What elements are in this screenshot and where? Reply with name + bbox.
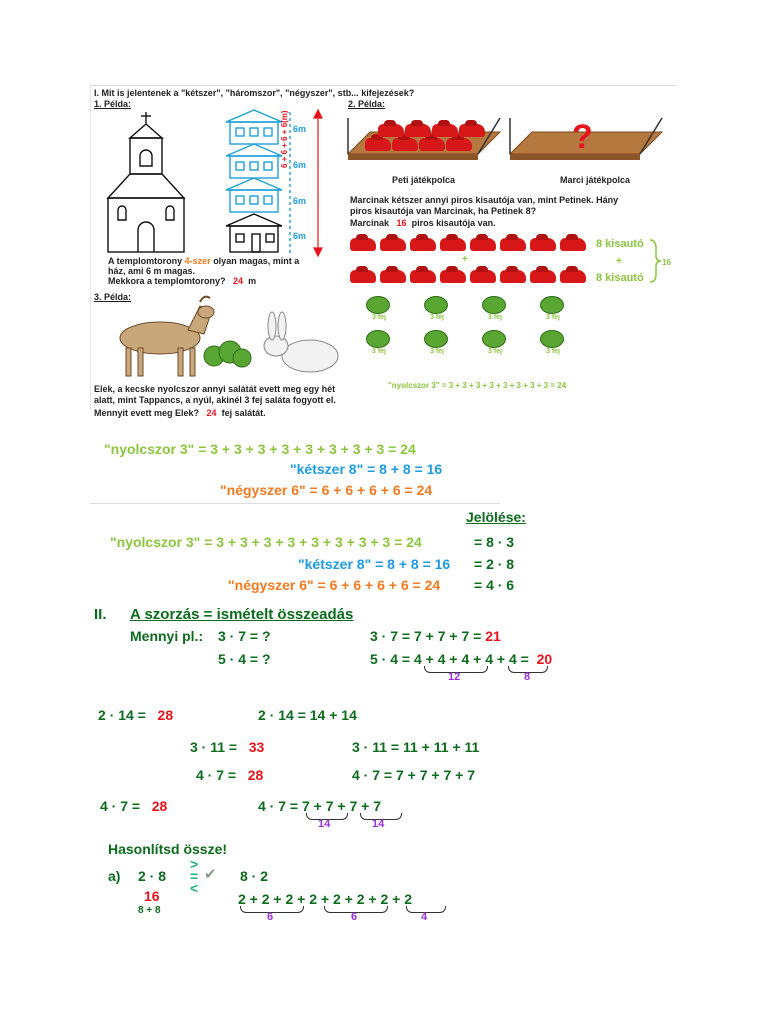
practice-3-left: 4 · 7 = 28 <box>196 767 264 783</box>
check-icon: ✔ <box>204 866 217 883</box>
compare-left-expr: 2 · 8 <box>138 868 167 884</box>
notation-eq-1: = 8 · 3 <box>474 534 515 550</box>
notation-eight-times-3: "nyolcszor 3" = 3 + 3 + 3 + 3 + 3 + 3 + 3 + 3 = 24 <box>110 534 422 550</box>
cars-label-1: 8 kisautó <box>596 238 644 250</box>
car-plus-left: + <box>462 254 468 265</box>
answer-1: 3 · 7 = 7 + 7 + 7 = 21 <box>370 628 501 644</box>
section1-header: I. Mit is jelentenek a "kétszer", "háromszor", "négyszer", stb... kifejezések? <box>94 88 415 98</box>
shelf-label-marci: Marci játékpolca <box>560 175 631 185</box>
practice-2-right: 3 · 11 = 11 + 11 + 11 <box>352 739 480 755</box>
subtotal-8: 8 <box>524 671 531 683</box>
notation-title: Jelölése: <box>466 509 526 525</box>
compare-left-sum: 8 + 8 <box>138 905 161 916</box>
practice-3-right: 4 · 7 = 7 + 7 + 7 + 7 <box>352 767 475 783</box>
fej-label-3: 3 fej <box>488 314 503 321</box>
divider <box>90 503 500 504</box>
subtotal-4: 4 <box>421 911 428 923</box>
example3-text-line2: alatt, mint Tappancs, a nyúl, akinél 3 fej saláta fogyott el. <box>94 395 336 405</box>
fej-label-1: 3 fej <box>372 314 387 321</box>
notation-twice-8: "kétszer 8" = 8 + 8 = 16 <box>298 556 451 572</box>
sum-eight-times-3: "nyolcszor 3" = 3 + 3 + 3 + 3 + 3 + 3 + 3 + 3 = 24 <box>104 441 416 457</box>
subtotal-12: 12 <box>448 671 461 683</box>
cars-label-2: 8 kisautó <box>596 272 644 284</box>
fej-label-2: 3 fej <box>430 314 445 321</box>
example1-label: 1. Példa: <box>94 99 132 109</box>
example2-text-line3: Marcinak 16 piros kisautója van. <box>350 218 496 228</box>
shelf-label-peti: Peti játékpolca <box>392 175 456 185</box>
example2-text-line1: Marcinak kétszer annyi piros kisautója van, mint Petinek. Hány <box>350 195 619 205</box>
fej-label-4: 3 fej <box>546 314 561 321</box>
question-1: 3 · 7 = ? <box>218 628 271 644</box>
practice-4-right: 4 · 7 = 7 + 7 + 7 + 7 <box>258 798 382 814</box>
greater-than-sign[interactable]: > <box>190 856 199 872</box>
example1-text-line3: Mekkora a templomtorony? 24 m <box>108 276 257 286</box>
subtotal-6a: 6 <box>267 911 274 923</box>
compare-left-value: 16 <box>144 888 160 904</box>
notation-eq-3: = 4 · 6 <box>474 577 515 593</box>
compare-a-label: a) <box>108 868 121 884</box>
cars-label-plus: + <box>616 256 622 267</box>
goat-rabbit-illustration <box>100 292 345 382</box>
compare-right-expr: 8 · 2 <box>240 868 269 884</box>
question-2: 5 · 4 = ? <box>218 651 271 667</box>
subtotal-6b: 6 <box>351 911 358 923</box>
practice-2-left: 3 · 11 = 33 <box>190 739 265 755</box>
fej-label-7: 3 fej <box>488 348 503 355</box>
sum-four-times-6: "négyszer 6" = 6 + 6 + 6 + 6 = 24 <box>220 482 433 498</box>
section2-number: II. <box>94 606 107 623</box>
floor-label-3: 6m <box>293 196 307 206</box>
compare-right-sum: 2 + 2 + 2 + 2 + 2 + 2 + 2 + 2 <box>238 891 413 907</box>
example1-text-line2: ház, ami 6 m magas. <box>108 266 196 276</box>
equals-sign[interactable]: = <box>190 868 199 884</box>
fej-label-6: 3 fej <box>430 348 445 355</box>
question-label: Mennyi pl.: <box>130 628 204 644</box>
less-than-sign[interactable]: < <box>190 880 199 896</box>
practice-4-left: 4 · 7 = 28 <box>100 798 168 814</box>
answer-2: 5 · 4 = 4 + 4 + 4 + 4 + 4 = 20 <box>370 651 553 667</box>
example2-label: 2. Példa: <box>348 99 386 109</box>
example3-label: 3. Példa: <box>94 292 132 302</box>
height-sum-label: 6 + 6 + 6 + 6(m) <box>280 110 289 168</box>
practice-1-right: 2 · 14 = 14 + 14 <box>258 707 357 723</box>
section2-title: A szorzás = ismételt összeadás <box>130 606 354 623</box>
floor-label-1: 6m <box>293 124 307 134</box>
practice-1-left: 2 · 14 = 28 <box>98 707 174 723</box>
cars-total: 16 <box>662 258 671 267</box>
sum-twice-8: "kétszer 8" = 8 + 8 = 16 <box>290 461 443 477</box>
example1-text-line1: A templomtorony 4-szer olyan magas, mint a <box>108 256 300 266</box>
example3-sum: "nyolcszor 3" = 3 + 3 + 3 + 3 + 3 + 3 + 3 + 3 = 24 <box>388 381 567 390</box>
church-and-houses-illustration <box>100 108 345 258</box>
question-mark: ? <box>572 118 593 156</box>
floor-label-2: 6m <box>293 160 307 170</box>
compare-title: Hasonlítsd össze! <box>108 841 228 857</box>
example2-text-line2: piros kisautója van Marcinak, ha Petinek 8? <box>350 206 537 216</box>
fej-label-8: 3 fej <box>546 348 561 355</box>
notation-four-times-6: "négyszer 6" = 6 + 6 + 6 + 6 = 24 <box>228 577 441 593</box>
floor-label-4: 6m <box>293 231 307 241</box>
fej-label-5: 3 fej <box>372 348 387 355</box>
cars-brace <box>648 238 662 284</box>
subtotal-14a: 14 <box>318 818 331 830</box>
subtotal-14b: 14 <box>372 818 385 830</box>
example3-text-line3: Mennyit evett meg Elek? 24 fej salátát. <box>94 408 266 418</box>
example3-text-line1: Elek, a kecske nyolcszor annyi salátát evett meg egy hét <box>94 384 336 394</box>
notation-eq-2: = 2 · 8 <box>474 556 515 572</box>
